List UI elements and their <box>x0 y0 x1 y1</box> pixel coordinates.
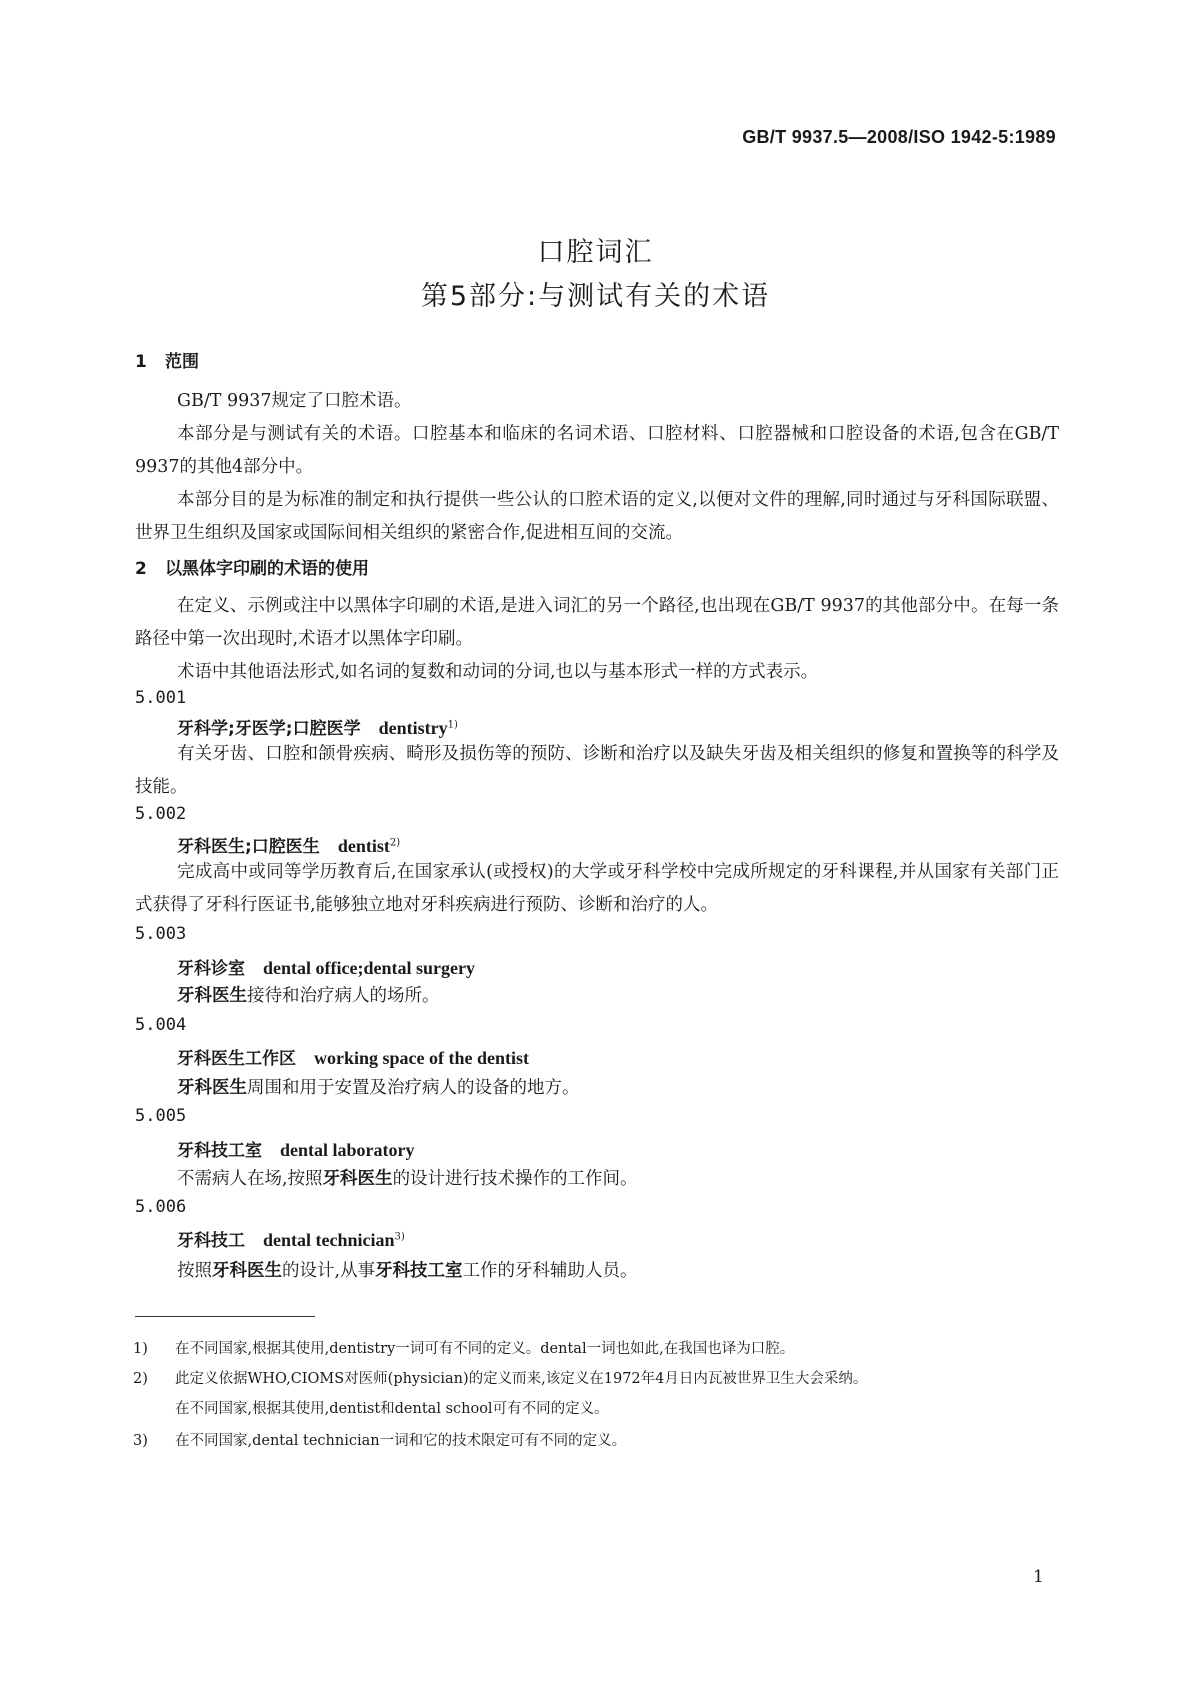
page-number: 1 <box>1033 1567 1044 1587</box>
footnote <box>133 1431 627 1451</box>
term-zh: 牙科技工室 <box>177 1141 262 1161</box>
footnote <box>133 1339 795 1359</box>
bold-term: 牙科医生 <box>177 1078 247 1098</box>
section-title: 以黑体字印刷的术语的使用 <box>165 559 369 579</box>
definition-text: 接待和治疗病人的场所。 <box>247 986 440 1006</box>
paragraph: GB/T 9937规定了口腔术语。 <box>177 391 412 411</box>
term-zh: 牙科技工 <box>177 1231 245 1251</box>
term-zh: 牙科医生工作区 <box>177 1049 296 1069</box>
term-en: dental office;dental surgery <box>263 958 475 978</box>
term-line <box>177 1136 415 1161</box>
definition-text: 的设计,从事 <box>282 1261 376 1281</box>
term-en: dental technician <box>263 1230 395 1250</box>
term-zh: 牙科诊室 <box>177 959 245 979</box>
footnote-divider <box>135 1316 315 1317</box>
paragraph: 在定义、示例或注中以黑体字印刷的术语,是进入词汇的另一个路径,也出现在GB/T 9937的其他部分中。在每一条路径中第一次出现时,术语才以黑体字印刷。 <box>135 596 1059 649</box>
term-line <box>177 1044 529 1069</box>
term-zh: 牙科学;牙医学;口腔医学 <box>177 719 361 739</box>
section-heading-usage <box>135 554 369 579</box>
term-zh: 牙科医生;口腔医生 <box>177 837 320 857</box>
term-line <box>177 832 400 857</box>
definition <box>135 980 1059 1013</box>
bold-term: 牙科医生 <box>212 1261 282 1281</box>
definition <box>135 1163 1059 1196</box>
footnote <box>133 1369 868 1389</box>
footnote-number: 1) <box>133 1341 148 1357</box>
footnote-text: 在不同国家,dental technician一词和它的技术限定可有不同的定义。 <box>175 1433 627 1449</box>
footnote-number: 2) <box>133 1371 148 1387</box>
entry-number: 5.002 <box>135 804 187 824</box>
footnote-ref: 2) <box>389 837 401 849</box>
footnote-ref: 3) <box>394 1231 405 1243</box>
section-number: 2 <box>135 559 147 579</box>
term-line <box>177 1226 405 1251</box>
footnote-text: 此定义依据WHO,CIOMS对医师(physician)的定义而来,该定义在1972年4月日内瓦被世界卫生大会采纳。 <box>175 1371 868 1387</box>
footnote-continuation: 在不同国家,根据其使用,dentist和dental school可有不同的定义。 <box>175 1401 609 1417</box>
definition-text: 周围和用于安置及治疗病人的设备的地方。 <box>247 1078 580 1098</box>
term-line <box>177 954 475 979</box>
definition <box>135 1072 1059 1105</box>
term-en: dental laboratory <box>280 1140 415 1160</box>
definition: 有关牙齿、口腔和颌骨疾病、畸形及损伤等的预防、诊断和治疗以及缺失牙齿及相关组织的修复和置换等的科学及技能。 <box>135 744 1059 797</box>
entry-number: 5.005 <box>135 1106 187 1126</box>
bold-term: 牙科技工室 <box>375 1261 463 1281</box>
standard-code: GB/T 9937.5—2008/ISO 1942-5:1989 <box>742 127 1056 147</box>
definition-text: 按照 <box>177 1261 212 1281</box>
bold-term: 牙科医生 <box>322 1169 393 1189</box>
section-number: 1 <box>135 352 147 372</box>
footnote-ref: 1) <box>447 719 458 731</box>
footnote-text: 在不同国家,根据其使用,dentistry一词可有不同的定义。dental一词也如此,在我国也译为口腔。 <box>175 1341 795 1357</box>
definition: 完成高中或同等学历教育后,在国家承认(或授权)的大学或牙科学校中完成所规定的牙科课程,并从国家有关部门正式获得了牙科行医证书,能够独立地对牙科疾病进行预防、诊断和治疗的人。 <box>135 862 1059 915</box>
footnote-number: 3) <box>133 1433 148 1449</box>
doc-title: 口腔词汇 <box>537 237 654 268</box>
definition <box>135 1255 1059 1288</box>
entry-number: 5.004 <box>135 1015 187 1035</box>
entry-number: 5.003 <box>135 924 187 944</box>
term-line <box>177 714 458 739</box>
term-en: dentist <box>337 836 390 856</box>
term-en: working space of the dentist <box>314 1048 529 1068</box>
paragraph: 术语中其他语法形式,如名词的复数和动词的分词,也以与基本形式一样的方式表示。 <box>177 662 819 682</box>
paragraph: 本部分是与测试有关的术语。口腔基本和临床的名词术语、口腔材料、口腔器械和口腔设备的术语,包含在GB/T 9937的其他4部分中。 <box>135 424 1059 477</box>
entry-number: 5.001 <box>135 688 187 708</box>
entry-number: 5.006 <box>135 1197 187 1217</box>
doc-subtitle: 第5部分:与测试有关的术语 <box>420 281 771 312</box>
section-title: 范围 <box>165 352 199 372</box>
bold-term: 牙科医生 <box>177 986 247 1006</box>
definition-text: 不需病人在场,按照 <box>177 1169 323 1189</box>
definition-text: 的设计进行技术操作的工作间。 <box>392 1169 638 1189</box>
definition-text: 工作的牙科辅助人员。 <box>462 1261 638 1281</box>
term-en: dentistry <box>378 718 448 738</box>
paragraph: 本部分目的是为标准的制定和执行提供一些公认的口腔术语的定义,以便对文件的理解,同时通过与牙科国际联盟、世界卫生组织及国家或国际间相关组织的紧密合作,促进相互间的交流。 <box>135 490 1059 543</box>
section-heading-scope <box>135 347 199 372</box>
